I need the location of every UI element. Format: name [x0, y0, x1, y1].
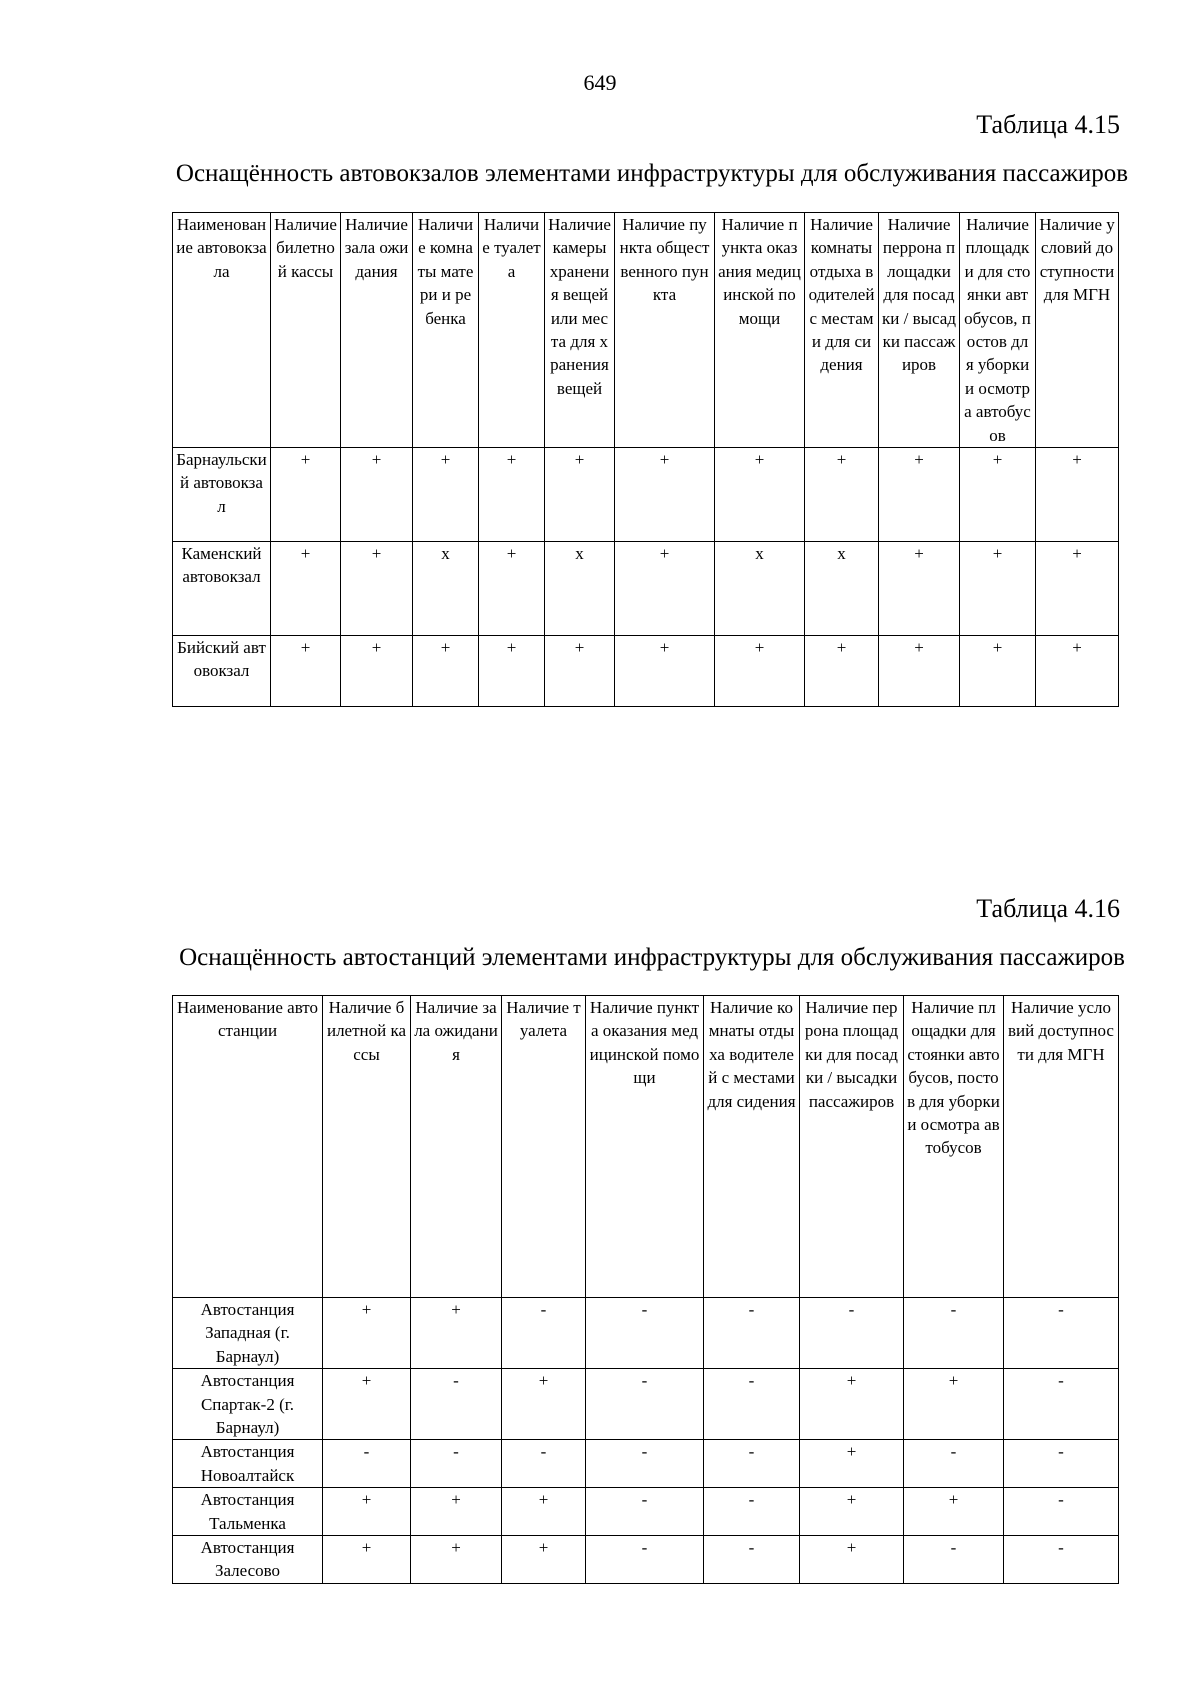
table-row — [173, 542, 1119, 636]
column-header: Наличие условий доступности для МГН — [1036, 213, 1119, 448]
row-name-cell: Автостанция Тальменка — [173, 1488, 323, 1536]
table-header-row — [173, 213, 1119, 448]
table-row — [173, 1536, 1119, 1584]
value-cell: + — [413, 448, 479, 542]
value-cell: + — [800, 1536, 904, 1584]
column-header: Наличие перрона площадки для посадки / высадки пассажиров — [800, 996, 904, 1298]
value-cell: + — [615, 448, 715, 542]
row-name-cell: Автостанция Западная (г. Барнаул) — [173, 1298, 323, 1369]
column-header: Наличие билетной кассы — [271, 213, 341, 448]
value-cell: + — [545, 448, 615, 542]
value-cell: - — [704, 1536, 800, 1584]
value-cell: x — [715, 542, 805, 636]
bus-stations-infrastructure-table — [172, 995, 1119, 1584]
table-row — [173, 1488, 1119, 1536]
value-cell: - — [1004, 1298, 1119, 1369]
table-4-16-title: Оснащённость автостанций элементами инфраструктуры для обслуживания пассажиров — [179, 944, 1125, 971]
value-cell: + — [411, 1536, 502, 1584]
value-cell: + — [413, 636, 479, 707]
value-cell: + — [341, 636, 413, 707]
value-cell: + — [323, 1298, 411, 1369]
column-header: Наличие комнаты матери и ребенка — [413, 213, 479, 448]
value-cell: - — [586, 1298, 704, 1369]
column-header: Наличие пункта оказания медицинской помощи — [586, 996, 704, 1298]
value-cell: + — [479, 542, 545, 636]
value-cell: + — [960, 542, 1036, 636]
column-header: Наличие билетной кассы — [323, 996, 411, 1298]
bus-terminals-infrastructure-table — [172, 212, 1119, 707]
value-cell: x — [413, 542, 479, 636]
value-cell: + — [904, 1369, 1004, 1440]
value-cell: + — [879, 636, 960, 707]
value-cell: + — [805, 448, 879, 542]
value-cell: + — [271, 542, 341, 636]
value-cell: + — [341, 448, 413, 542]
page-number: 649 — [583, 70, 617, 95]
column-header: Наличие комнаты отдыха водителей с местами для сидения — [704, 996, 800, 1298]
value-cell: - — [323, 1440, 411, 1488]
value-cell: - — [704, 1440, 800, 1488]
value-cell: + — [271, 636, 341, 707]
value-cell: + — [341, 542, 413, 636]
value-cell: + — [960, 448, 1036, 542]
value-cell: + — [323, 1369, 411, 1440]
value-cell: - — [411, 1440, 502, 1488]
row-name-cell: Барнаульский автовокзал — [173, 448, 271, 542]
value-cell: - — [704, 1369, 800, 1440]
value-cell: - — [411, 1369, 502, 1440]
table-4-15-title: Оснащённость автовокзалов элементами инфраструктуры для обслуживания пассажиров — [175, 160, 1129, 187]
column-header: Наличие комнаты отдыха водителей с местами для сидения — [805, 213, 879, 448]
value-cell: + — [800, 1488, 904, 1536]
table-header-row — [173, 996, 1119, 1298]
table-row — [173, 1298, 1119, 1369]
table-row — [173, 636, 1119, 707]
value-cell: + — [411, 1298, 502, 1369]
value-cell: + — [479, 448, 545, 542]
table-4-15-label: Таблица 4.15 — [976, 110, 1120, 139]
value-cell: + — [271, 448, 341, 542]
value-cell: + — [545, 636, 615, 707]
value-cell: x — [545, 542, 615, 636]
value-cell: - — [1004, 1488, 1119, 1536]
row-name-cell: Бийский автовокзал — [173, 636, 271, 707]
column-header: Наличие пункта общественного пункта — [615, 213, 715, 448]
value-cell: + — [479, 636, 545, 707]
table-4-16-label: Таблица 4.16 — [976, 894, 1120, 923]
row-name-cell: Автостанция Залесово — [173, 1536, 323, 1584]
value-cell: + — [411, 1488, 502, 1536]
value-cell: - — [704, 1488, 800, 1536]
value-cell: + — [502, 1369, 586, 1440]
value-cell: - — [502, 1298, 586, 1369]
value-cell: - — [1004, 1536, 1119, 1584]
column-header: Наименование автостанции — [173, 996, 323, 1298]
value-cell: + — [879, 448, 960, 542]
column-header: Наличие туалета — [502, 996, 586, 1298]
value-cell: + — [800, 1369, 904, 1440]
value-cell: + — [1036, 448, 1119, 542]
value-cell: - — [586, 1488, 704, 1536]
column-header: Наличие зала ожидания — [341, 213, 413, 448]
value-cell: + — [960, 636, 1036, 707]
column-header: Наличие зала ожидания — [411, 996, 502, 1298]
value-cell: - — [1004, 1369, 1119, 1440]
value-cell: - — [586, 1369, 704, 1440]
column-header: Наличие пункта оказания медицинской помощи — [715, 213, 805, 448]
value-cell: + — [904, 1488, 1004, 1536]
value-cell: + — [800, 1440, 904, 1488]
row-name-cell: Автостанция Новоалтайск — [173, 1440, 323, 1488]
value-cell: - — [904, 1536, 1004, 1584]
value-cell: - — [704, 1298, 800, 1369]
column-header: Наличие площадки для стоянки автобусов, постов для уборки и осмотра автобусов — [904, 996, 1004, 1298]
column-header: Наличие туалета — [479, 213, 545, 448]
value-cell: - — [586, 1536, 704, 1584]
value-cell: x — [805, 542, 879, 636]
value-cell: + — [715, 448, 805, 542]
table-row — [173, 1369, 1119, 1440]
column-header: Наличие камеры хранения вещей или места для хранения вещей — [545, 213, 615, 448]
value-cell: - — [502, 1440, 586, 1488]
value-cell: - — [904, 1298, 1004, 1369]
row-name-cell: Каменский автовокзал — [173, 542, 271, 636]
column-header: Наименование автовокзала — [173, 213, 271, 448]
value-cell: + — [879, 542, 960, 636]
value-cell: - — [1004, 1440, 1119, 1488]
column-header: Наличие площадки для стоянки автобусов, постов для уборки и осмотра автобусов — [960, 213, 1036, 448]
value-cell: + — [323, 1488, 411, 1536]
value-cell: + — [615, 542, 715, 636]
value-cell: - — [800, 1298, 904, 1369]
value-cell: + — [1036, 542, 1119, 636]
table-row — [173, 1440, 1119, 1488]
table-row — [173, 448, 1119, 542]
value-cell: + — [502, 1488, 586, 1536]
column-header: Наличие перрона площадки для посадки / высадки пассажиров — [879, 213, 960, 448]
value-cell: - — [904, 1440, 1004, 1488]
column-header: Наличие условий доступности для МГН — [1004, 996, 1119, 1298]
value-cell: - — [586, 1440, 704, 1488]
value-cell: + — [615, 636, 715, 707]
value-cell: + — [323, 1536, 411, 1584]
value-cell: + — [502, 1536, 586, 1584]
value-cell: + — [1036, 636, 1119, 707]
value-cell: + — [805, 636, 879, 707]
value-cell: + — [715, 636, 805, 707]
row-name-cell: Автостанция Спартак-2 (г. Барнаул) — [173, 1369, 323, 1440]
